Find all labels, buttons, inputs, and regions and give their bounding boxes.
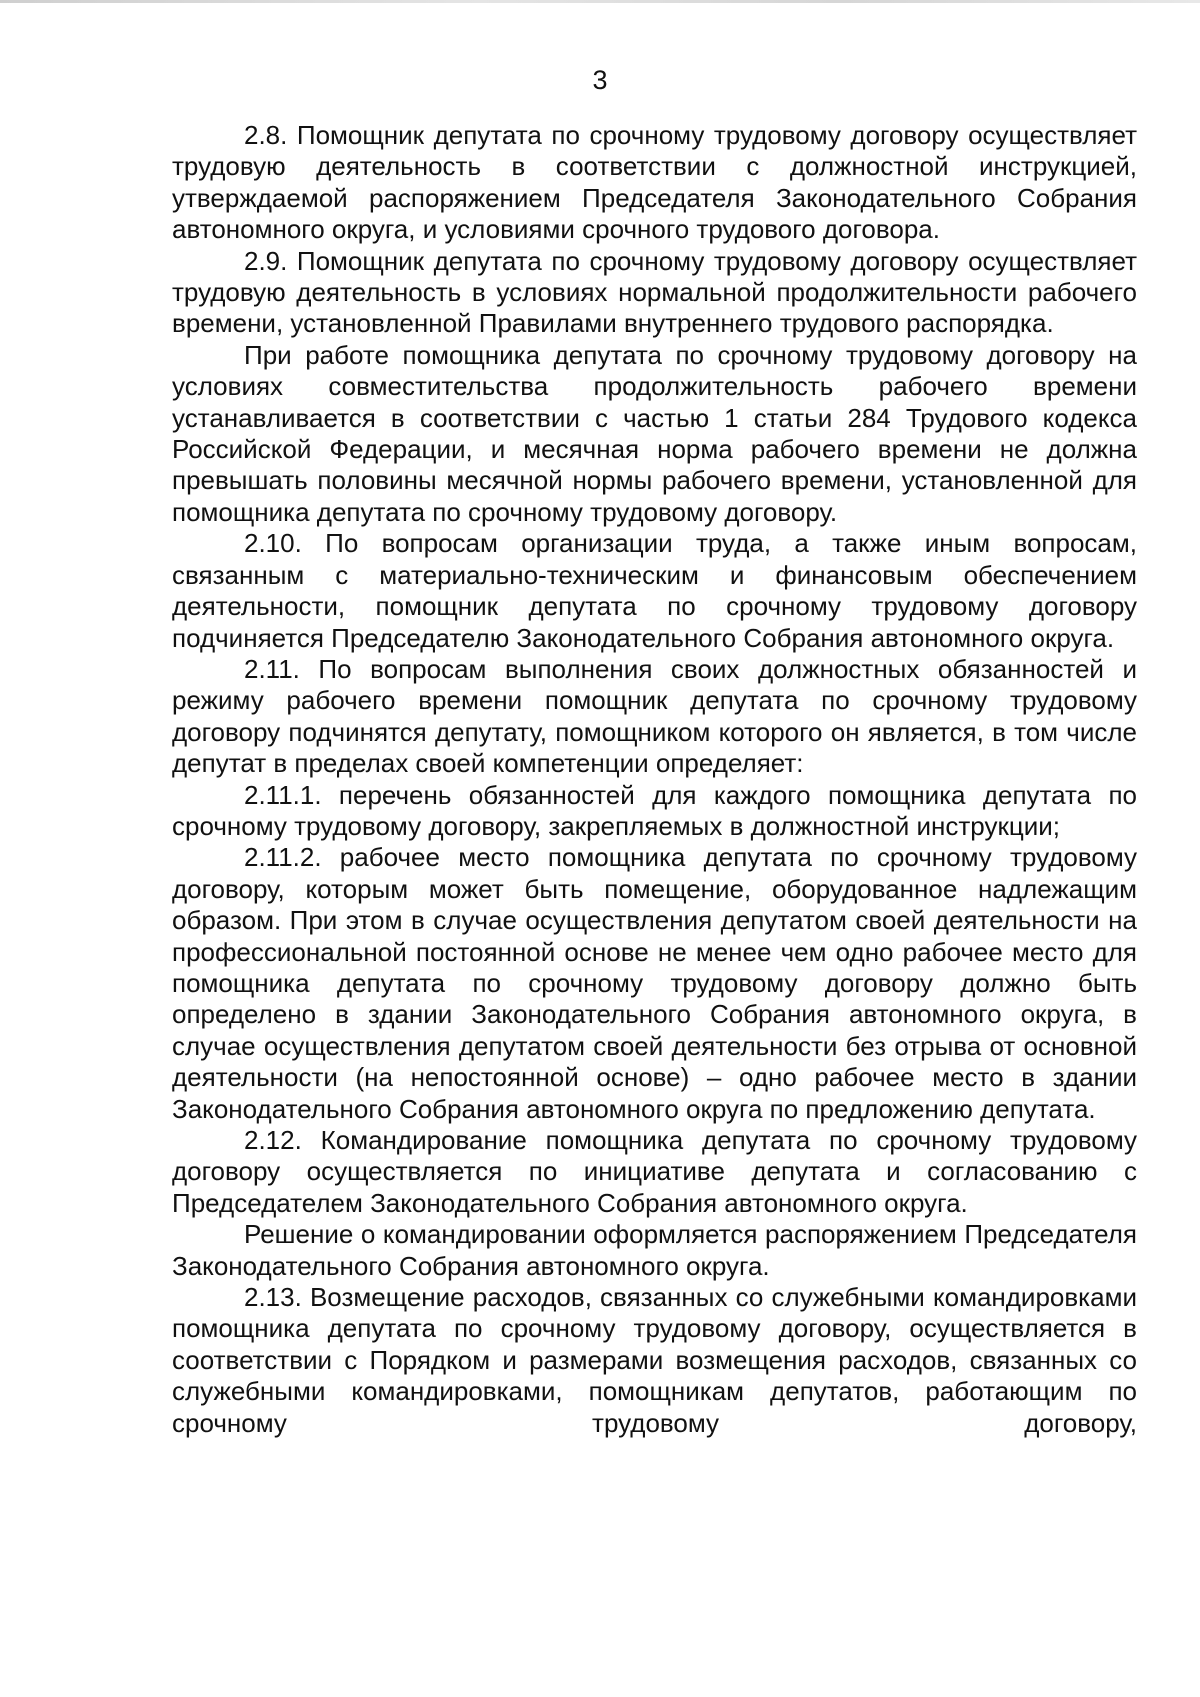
paragraph-2-11-1: 2.11.1. перечень обязанностей для каждого помощника депутата по срочному трудовому договору, закрепляемых в должностной инструкции; [172, 779, 1137, 841]
paragraph-2-11: 2.11. По вопросам выполнения своих должностных обязанностей и режиму рабочего времени помощник депутата по срочному трудовому договору подчинятся депутату, помощником которого он является, в том числе депутат в пределах своей компетенции определяет: [172, 653, 1137, 779]
paragraph-decision: Решение о командировании оформляется распоряжением Председателя Законодательного Собрания автономного округа. [172, 1219, 1137, 1281]
paragraph-2-13: 2.13. Возмещение расходов, связанных со служебными командировками помощника депутата по срочному трудовому договору, осуществляется в соответствии с Порядком и размерами возмещения расходов, связанных со служебными командировками, помощникам депутатов, работающим по срочному трудовому договору, [172, 1282, 1137, 1438]
page-number: 3 [592, 65, 608, 95]
paragraph-2-10: 2.10. По вопросам организации труда, а также иным вопросам, связанным с материально-техническим и финансовым обеспечением деятельности, помощник депутата по срочному трудовому договору подчиняется Председателю Законодательного Собрания автономного округа. [172, 528, 1137, 653]
paragraph-part-time: При работе помощника депутата по срочному трудовому договору на условиях совместительства продолжительность рабочего времени устанавливается в соответствии с частью 1 статьи 284 Трудового кодекса Российской Федерации, и месячная норма рабочего времени не должна превышать половины месячной нормы рабочего времени, установленной для помощника депутата по срочному трудовому договору. [172, 339, 1137, 527]
paragraph-2-9: 2.9. Помощник депутата по срочному трудовому договору осуществляет трудовую деятельность в условиях нормальной продолжительности рабочего времени, установленной Правилами внутреннего трудового распорядка. [172, 245, 1137, 339]
paragraph-2-12: 2.12. Командирование помощника депутата по срочному трудовому договору осуществляется по инициативе депутата и согласованию с Председателем Законодательного Собрания автономного округа. [172, 1125, 1137, 1218]
document-body [172, 120, 1137, 1439]
paragraph-2-11-2: 2.11.2. рабочее место помощника депутата по срочному трудовому договору, которым может быть помещение, оборудованное надлежащим образом. При этом в случае осуществления депутатом своей деятельности на профессиональной постоянной основе не менее чем одно рабочее место для помощника депутата по срочному трудовому договору должно быть определено в здании Законодательного Собрания автономного округа, в случае осуществления депутатом своей деятельности без отрыва от основной деятельности (на непостоянной основе) – одно рабочее место в здании Законодательного Собрания автономного округа по предложению депутата. [172, 842, 1137, 1124]
scan-edge-artifact [0, 0, 1200, 3]
paragraph-2-8: 2.8. Помощник депутата по срочному трудовому договору осуществляет трудовую деятельность в соответствии с должностной инструкцией, утверждаемой распоряжением Председателя Законодательного Собрания автономного округа, и условиями срочного трудового договора. [172, 120, 1137, 245]
